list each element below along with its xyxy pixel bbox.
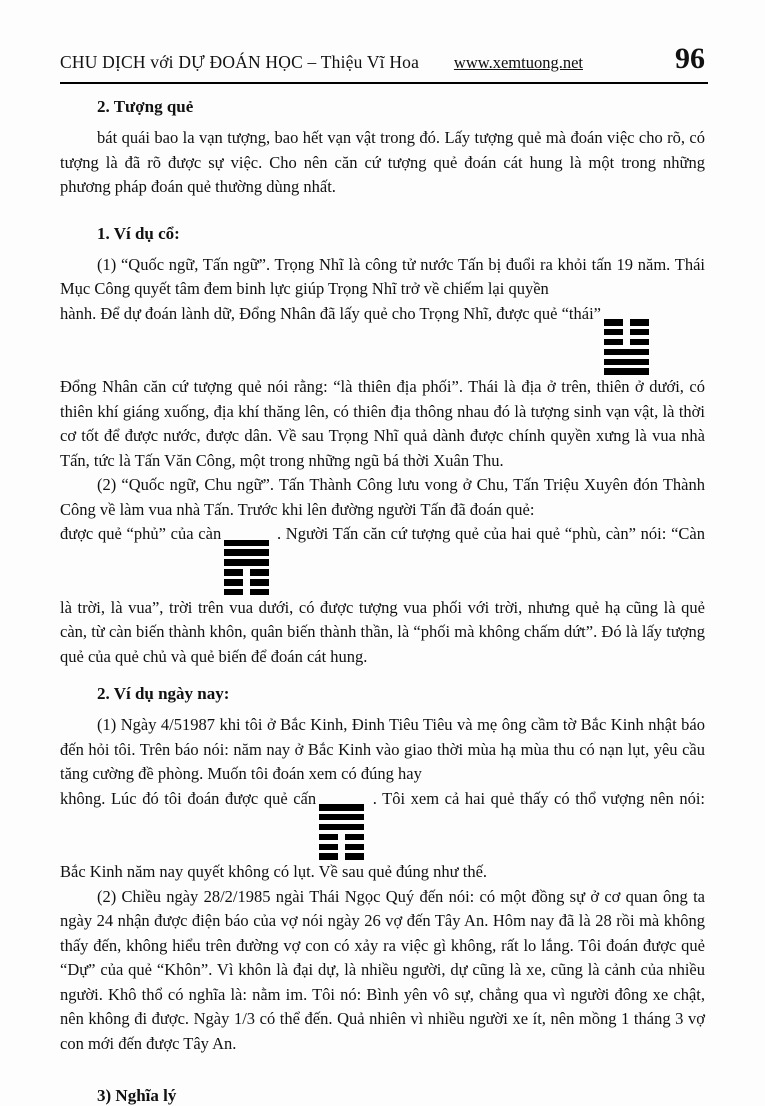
paragraph-quoc-ngu-tan-1: (1) “Quốc ngữ, Tấn ngữ”. Trọng Nhĩ là công tử nước Tấn bị đuổi ra khỏi tấn 19 năm. Thái Mục Công quyết tâm đem binh lực giúp Trọng Nhĩ trở về chiếm lại quyền [60, 254, 705, 298]
paragraph-text: . Tôi xem cả hai quẻ thấy có thổ vượng nên nói: Bắc Kinh năm nay quyết không có lụt. Về sau quẻ đúng như thế. [60, 788, 705, 881]
paragraph-text: Đổng Nhân căn cứ tượng quẻ nói rằng: “là thiên địa phối”. Thái là địa ở trên, thiên ở dưới, có thiên khí giáng xuống, địa khí thăng lên, có thiên địa thông nhau đó là tượng sinh vạn vật, là thời cơ tốt để được nước, được dân. Về sau Trọng Nhĩ quả dành được chính quyền xưng là vua nhà Tấn, tức là Tấn Văn Công, một trong những ngũ bá thời Xuân Thu. [60, 377, 705, 470]
paragraph-quoc-ngu-chu: (2) “Quốc ngữ, Chu ngữ”. Tấn Thành Công lưu vong ở Chu, Tấn Triệu Xuyên đón Thành Công về làm vua nhà Tấn. Trước khi lên đường người Tấn đã đoán quẻ: [60, 475, 705, 519]
paragraph-intro: bát quái bao la vạn tượng, bao hết vạn vật trong đó. Lấy tượng quẻ mà đoán việc cho rõ, có tượng là đã rõ được sự việc. Cho nên căn cứ tượng quẻ đoán cát hung là một trong những phương pháp đoán quẻ thường dùng nhất. [60, 128, 705, 196]
paragraph-phu [60, 522, 705, 669]
page-header [60, 42, 705, 76]
book-title: CHU DỊCH với DỰ ĐOÁN HỌC – Thiệu Vĩ Hoa [60, 52, 420, 72]
phu-hexagram-figure [224, 540, 269, 596]
paragraph-quoc-ngu-tan-2 [60, 302, 705, 474]
heading-vi-du-ngay-nay: 2. Ví dụ ngày nay: [97, 684, 230, 703]
paragraph-text: không. Lúc đó tôi đoán được quẻ cấn [60, 788, 317, 808]
paragraph-text: được quẻ “phủ” của càn [60, 524, 222, 543]
heading-nghia-ly: 3) Nghĩa lý [97, 1086, 177, 1105]
heading-vi-du-co: 1. Ví dụ cổ: [97, 223, 180, 243]
page-content [60, 97, 705, 1106]
website-link[interactable]: www.xemtuong.net [453, 53, 583, 72]
can-hexagram-figure [319, 804, 364, 860]
page-number: 96 [675, 42, 705, 75]
heading-tuong-que: 2. Tượng quẻ [97, 97, 194, 116]
paragraph-bac-kinh: (1) Ngày 4/51987 khi tôi ở Bắc Kinh, Đinh Tiêu Tiêu và mẹ ông cầm tờ Bắc Kinh nhật báo đến hỏi tôi. Trên báo nói: năm nay ở Bắc Kinh vào giao thời mùa hạ mùa thu có nạn lụt, yêu cầu tăng cường đề phòng. Muốn tôi đoán xem có đúng hay [60, 715, 705, 783]
paragraph-text: . Người Tấn căn cứ tượng quẻ của hai quẻ “phù, càn” nói: “Càn là trời, là vua”, trời trên vua dưới, có được tượng vua phối với trời, nhưng quẻ hạ cũng là quẻ càn, từ càn biến thành khôn, quân biến thành thần, là “phối mà không chấm dứt”. Đó là lấy tượng quẻ của quẻ chủ và quẻ biến để đoán cát hung. [60, 524, 705, 666]
header-divider [60, 82, 708, 84]
thai-hexagram-figure [604, 319, 649, 375]
paragraph-text: hành. Để dự đoán lành dữ, Đổng Nhân đã lấy quẻ cho Trọng Nhĩ, được quẻ “thái” [60, 303, 601, 323]
paragraph-tay-an: (2) Chiều ngày 28/2/1985 ngài Thái Ngọc Quý đến nói: có một đồng sự ở cơ quan ông ta ngày 24 nhận được điện báo của vợ nói ngày 26 vợ đến Tây An. Hôm nay đã là 28 rồi mà không thấy đến, không hiểu trên đường vợ con có xảy ra việc gì không, rất lo lắng. Tôi đoán được quẻ “Dự” của quẻ “Khôn”. Vì khôn là đại dự, là nhiều người, dự cũng là xe, cũng là cảnh của nhiều người. Khô thổ có nghĩa là: nằm im. Tôi nó: Bình yên vô sự, chẳng qua vì người đông xe chật, nên không đi được. Ngày 1/3 có thể đến. Quả nhiên vì nhiều người xe ít, nên mồng 1 tháng 3 vợ con mới đến được Tây An. [60, 886, 705, 1053]
paragraph-can [60, 787, 705, 885]
